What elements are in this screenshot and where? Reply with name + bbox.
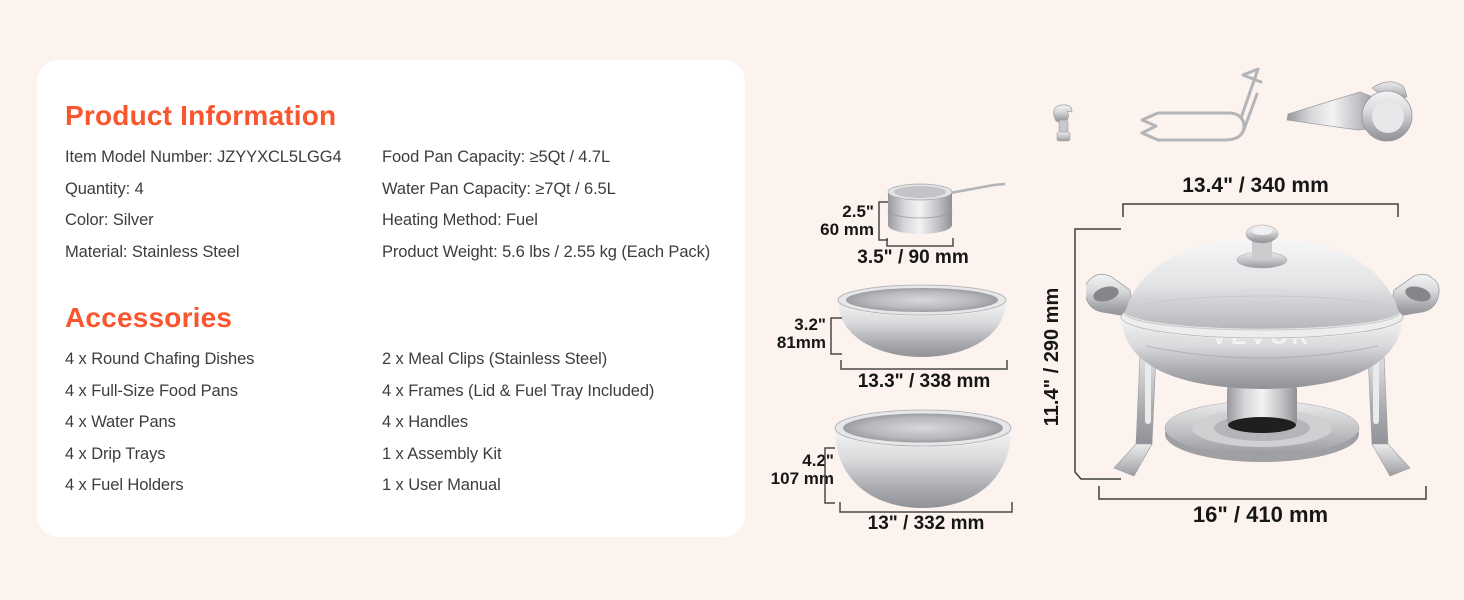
accessory-item: 4 x Water Pans — [65, 413, 176, 432]
info-item: Quantity: 4 — [65, 179, 144, 198]
food-pan-figure — [836, 283, 1008, 363]
product-card — [37, 60, 745, 537]
fuel-holder-height-label — [800, 203, 874, 238]
fuel-holder-height-bracket — [877, 201, 889, 241]
accessory-item: 4 x Handles — [382, 413, 469, 432]
meal-clip-icon — [1112, 56, 1264, 152]
accessory-item: 4 x Fuel Holders — [65, 476, 184, 495]
info-item: Heating Method: Fuel — [382, 211, 538, 230]
chafing-dish-height-label: 11.4" / 290 mm — [1041, 287, 1063, 427]
accessory-item: 1 x Assembly Kit — [382, 444, 502, 463]
chafing-dish-top-bracket — [1122, 202, 1399, 218]
accessory-item: 2 x Meal Clips (Stainless Steel) — [382, 350, 608, 368]
height-mm: 81mm — [776, 332, 826, 352]
info-item: Food Pan Capacity: ≥5Qt / 4.7L — [382, 148, 611, 166]
food-pan-height-label — [760, 316, 826, 351]
height-mm: 107 mm — [770, 468, 834, 488]
product-info-title: Product Information — [65, 100, 337, 131]
water-pan-height-bracket — [823, 447, 836, 504]
accessories-title: Accessories — [65, 302, 233, 333]
accessory-item: 4 x Full-Size Food Pans — [65, 381, 238, 400]
info-item: Color: Silver — [65, 211, 154, 230]
product-info-list — [65, 148, 733, 274]
dish-handle-left — [1086, 274, 1131, 316]
chafing-dish-base-bracket — [1098, 485, 1427, 501]
info-item: Material: Stainless Steel — [65, 242, 240, 261]
water-pan-width-label: 13" / 332 mm — [867, 513, 985, 534]
handle-icon — [1284, 70, 1414, 142]
chafing-dish-base-width-label: 16" / 410 mm — [1192, 502, 1329, 527]
food-pan-height-bracket — [829, 317, 843, 355]
height-inches: 3.2" — [794, 315, 826, 334]
water-pan-width-bracket — [839, 502, 1013, 513]
fuel-holder-figure — [884, 180, 1009, 242]
info-item: Water Pan Capacity: ≥7Qt / 6.5L — [382, 179, 616, 198]
dish-handle-right — [1393, 274, 1439, 316]
fuel-holder-width-label: 3.5" / 90 mm — [857, 247, 969, 268]
food-pan-width-bracket — [840, 360, 1008, 370]
water-pan-figure — [833, 408, 1013, 514]
accessory-item: 4 x Round Chafing Dishes — [65, 350, 255, 368]
info-item: Item Model Number: JZYYXCL5LGG4 — [65, 148, 342, 166]
chafing-dish-figure — [1086, 218, 1442, 510]
info-item: Product Weight: 5.6 lbs / 2.55 kg (Each Pack) — [382, 242, 711, 261]
lid-knob-icon — [1048, 102, 1080, 146]
accessory-item: 4 x Drip Trays — [65, 444, 166, 463]
food-pan-width-label: 13.3" / 338 mm — [857, 371, 991, 392]
accessory-item: 4 x Frames (Lid & Fuel Tray Included) — [382, 381, 655, 400]
height-mm: 60 mm — [820, 219, 874, 239]
height-inches: 2.5" — [842, 202, 874, 221]
fuel-holder-width-bracket — [886, 238, 954, 247]
accessory-item: 1 x User Manual — [382, 476, 501, 495]
height-inches: 4.2" — [802, 451, 834, 470]
accessories-list — [65, 350, 733, 508]
chafing-dish-top-width-label: 13.4" / 340 mm — [1182, 174, 1329, 197]
